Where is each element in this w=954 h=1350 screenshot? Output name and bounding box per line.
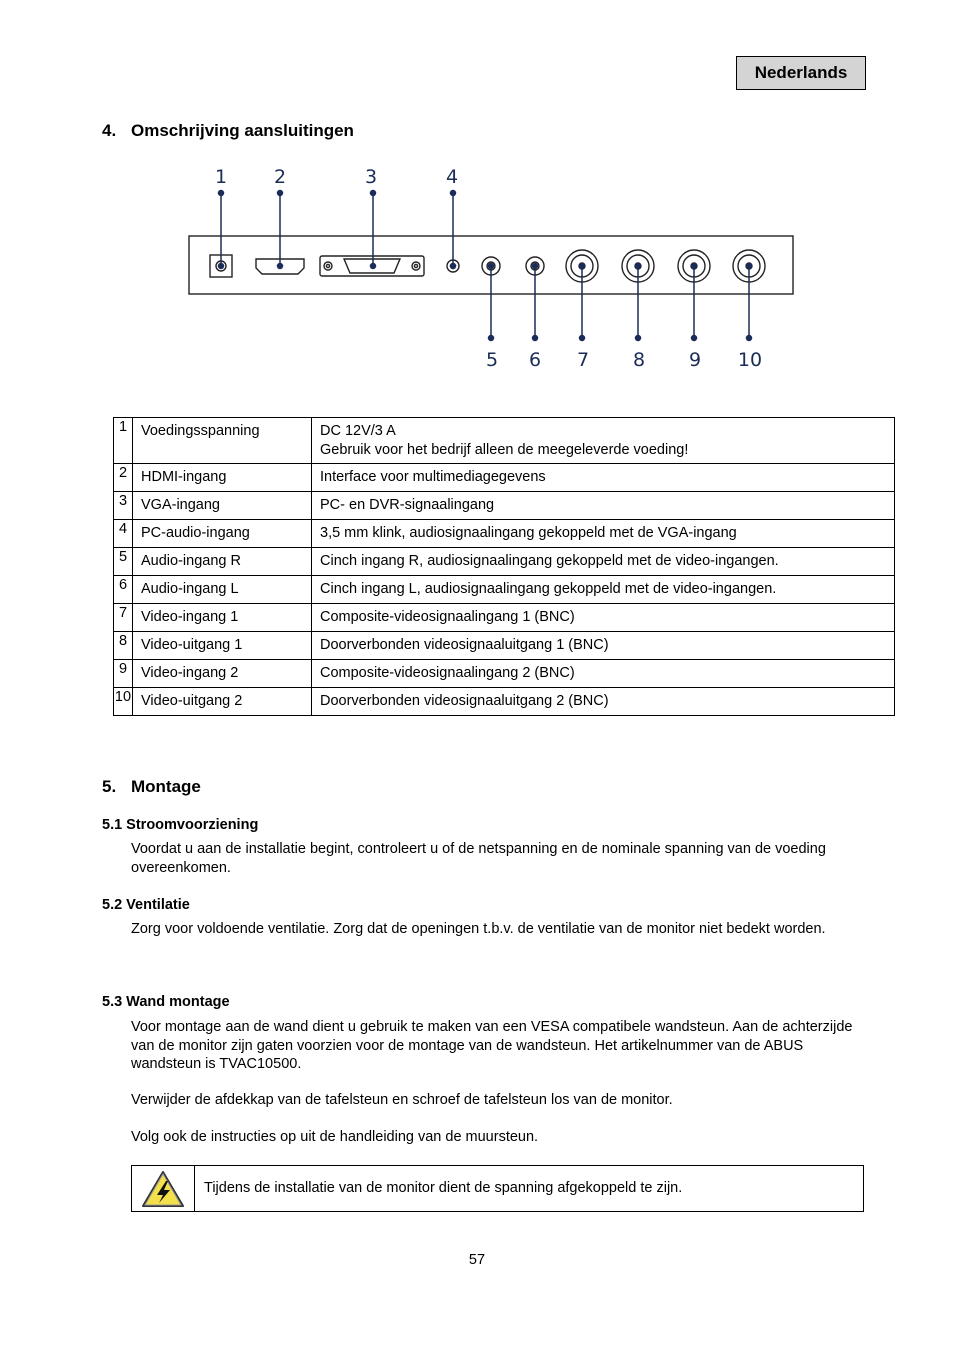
warning-box — [131, 1165, 864, 1212]
row-description: Composite-videosignaalingang 2 (BNC) — [312, 660, 895, 688]
diagram-label: 8 — [632, 349, 646, 371]
row-number: 8 — [114, 632, 133, 660]
page-number: 57 — [468, 1252, 486, 1268]
section-number: 4. — [102, 121, 117, 140]
row-number: 1 — [114, 418, 133, 464]
section-number: 5. — [102, 777, 117, 796]
row-description: 3,5 mm klink, audiosignaalingang gekoppeld met de VGA-ingang — [312, 520, 895, 548]
row-name: VGA-ingang — [133, 492, 312, 520]
row-name: Audio-ingang L — [133, 576, 312, 604]
table-row — [114, 492, 895, 520]
paragraph: Verwijder de afdekkap van de tafelsteun en schroef de tafelsteun los van de monitor. — [131, 1092, 673, 1108]
section-title: Montage — [131, 777, 201, 796]
table-row — [114, 688, 895, 716]
row-description: Cinch ingang L, audiosignaalingang gekoppeld met de video-ingangen. — [312, 576, 895, 604]
row-description: Interface voor multimediagegevens — [312, 464, 895, 492]
diagram-label: 4 — [445, 166, 459, 188]
connections-table — [113, 417, 895, 716]
connections-diagram — [180, 160, 804, 375]
row-name: Video-uitgang 1 — [133, 632, 312, 660]
row-name: Video-ingang 1 — [133, 604, 312, 632]
diagram-label: 1 — [214, 166, 228, 188]
row-number: 5 — [114, 548, 133, 576]
row-description: Cinch ingang R, audiosignaalingang gekoppeld met de video-ingangen. — [312, 548, 895, 576]
subsection-heading: 5.2 Ventilatie — [102, 897, 190, 913]
section-5-heading — [102, 777, 201, 797]
row-number: 4 — [114, 520, 133, 548]
row-name: PC-audio-ingang — [133, 520, 312, 548]
row-name: Audio-ingang R — [133, 548, 312, 576]
row-description: PC- en DVR-signaalingang — [312, 492, 895, 520]
row-name: Voedingsspanning — [133, 418, 312, 464]
row-name: HDMI-ingang — [133, 464, 312, 492]
row-number: 10 — [114, 688, 133, 716]
table-row — [114, 632, 895, 660]
paragraph: Voor montage aan de wand dient u gebruik te maken van een VESA compatibele wandsteun. Aan de achterzijde van de monitor zijn gaten voorzien voor de montage van de wandsteun. Het artikelnummer van de ABUS wandsteun is TVAC10500. — [131, 1019, 853, 1072]
row-description: DC 12V/3 A Gebruik voor het bedrijf alleen de meegeleverde voeding! — [312, 418, 895, 464]
table-row — [114, 520, 895, 548]
diagram-label: 5 — [485, 349, 499, 371]
row-number: 6 — [114, 576, 133, 604]
paragraph: Volg ook de instructies op uit de handleiding van de muursteun. — [131, 1129, 539, 1145]
row-description: Composite-videosignaalingang 1 (BNC) — [312, 604, 895, 632]
row-description: Doorverbonden videosignaaluitgang 1 (BNC) — [312, 632, 895, 660]
diagram-label: 2 — [273, 166, 287, 188]
language-tab: Nederlands — [736, 56, 866, 90]
row-number: 3 — [114, 492, 133, 520]
table-row — [114, 418, 895, 464]
warning-text: Tijdens de installatie van de monitor dient de spanning afgekoppeld te zijn. — [204, 1180, 683, 1196]
row-number: 7 — [114, 604, 133, 632]
row-name: Video-uitgang 2 — [133, 688, 312, 716]
diagram-label: 7 — [576, 349, 590, 371]
high-voltage-warning-icon — [141, 1170, 185, 1208]
subsection-heading: 5.1 Stroomvoorziening — [102, 817, 259, 833]
row-number: 9 — [114, 660, 133, 688]
table-row — [114, 576, 895, 604]
diagram-label: 3 — [364, 166, 378, 188]
table-row — [114, 548, 895, 576]
subsection-heading: 5.3 Wand montage — [102, 994, 230, 1010]
diagram-label: 9 — [688, 349, 702, 371]
table-row — [114, 660, 895, 688]
row-description: Doorverbonden videosignaaluitgang 2 (BNC) — [312, 688, 895, 716]
table-row — [114, 464, 895, 492]
paragraph: Zorg voor voldoende ventilatie. Zorg dat de openingen t.b.v. de ventilatie van de monitor niet bedekt worden. — [131, 921, 826, 937]
row-name: Video-ingang 2 — [133, 660, 312, 688]
diagram-label: 10 — [737, 349, 763, 371]
warning-icon-cell — [132, 1166, 195, 1211]
table-row — [114, 604, 895, 632]
section-4-heading — [102, 121, 354, 141]
section-title: Omschrijving aansluitingen — [131, 121, 354, 140]
paragraph: Voordat u aan de installatie begint, controleert u of de netspanning en de nominale spanning van de voeding overeenkomen. — [131, 841, 826, 876]
diagram-label: 6 — [528, 349, 542, 371]
row-number: 2 — [114, 464, 133, 492]
